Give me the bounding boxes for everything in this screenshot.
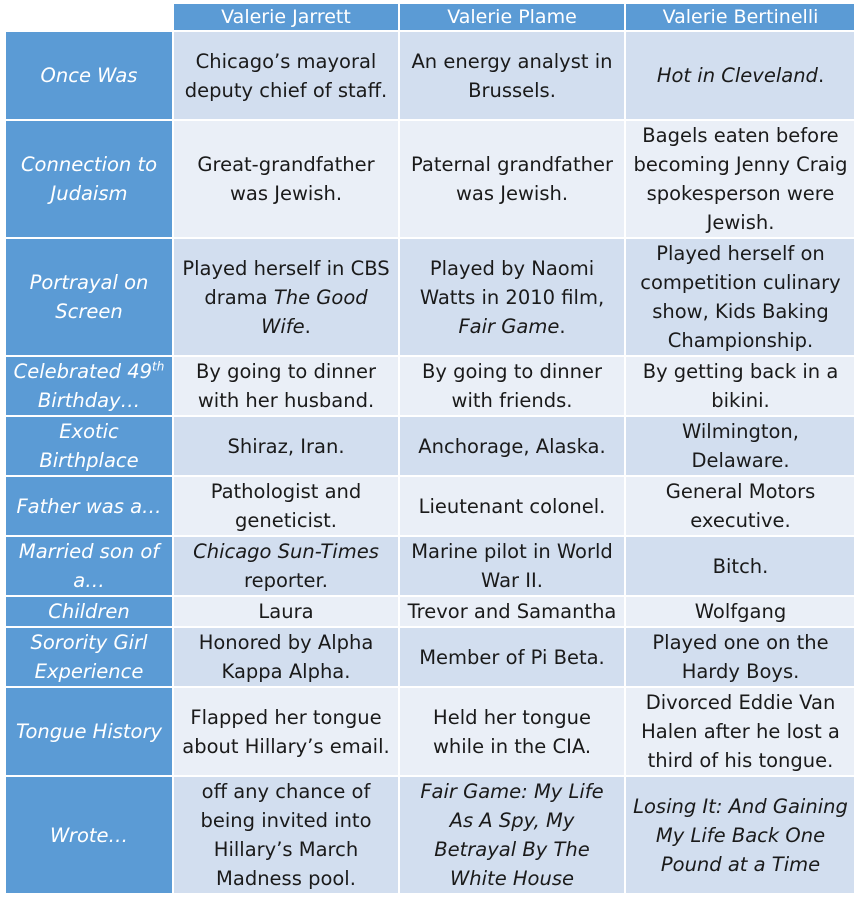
row-label: Father was a… <box>6 477 172 535</box>
table-cell: Pathologist and geneticist. <box>174 477 398 535</box>
row-label: Tongue History <box>6 688 172 775</box>
table-cell: Losing It: And Gaining My Life Back One Pound at a Time <box>626 777 854 893</box>
table-row <box>6 597 854 626</box>
row-label: Once Was <box>6 32 172 119</box>
table-cell: By going to dinner with friends. <box>400 357 624 415</box>
table-cell: Laura <box>174 597 398 626</box>
row-label: Sorority Girl Experience <box>6 628 172 686</box>
table-cell: Shiraz, Iran. <box>174 417 398 475</box>
table-cell: Hot in Cleveland. <box>626 32 854 119</box>
table-cell: Bitch. <box>626 537 854 595</box>
column-header-jarrett: Valerie Jarrett <box>174 4 398 30</box>
table-row <box>6 537 854 595</box>
comparison-table <box>4 2 854 895</box>
table-cell: By going to dinner with her husband. <box>174 357 398 415</box>
row-label: Wrote… <box>6 777 172 893</box>
column-header-plame: Valerie Plame <box>400 4 624 30</box>
corner-cell <box>6 4 172 30</box>
table-row <box>6 32 854 119</box>
header-row <box>6 4 854 30</box>
table-cell: Trevor and Samantha <box>400 597 624 626</box>
table-row <box>6 777 854 893</box>
table-cell: off any chance of being invited into Hillary’s March Madness pool. <box>174 777 398 893</box>
column-header-bertinelli: Valerie Bertinelli <box>626 4 854 30</box>
table-cell: Lieutenant colonel. <box>400 477 624 535</box>
table-cell: Divorced Eddie Van Halen after he lost a third of his tongue. <box>626 688 854 775</box>
table-cell: Wolfgang <box>626 597 854 626</box>
table-row <box>6 357 854 415</box>
table-cell: Chicago’s mayoral deputy chief of staff. <box>174 32 398 119</box>
row-label: Celebrated 49th Birthday… <box>6 357 172 415</box>
table-cell: Held her tongue while in the CIA. <box>400 688 624 775</box>
row-label: Married son of a… <box>6 537 172 595</box>
table-cell: General Motors executive. <box>626 477 854 535</box>
table-row <box>6 477 854 535</box>
table-row <box>6 239 854 355</box>
table-row <box>6 688 854 775</box>
table-cell: Bagels eaten before becoming Jenny Craig spokesperson were Jewish. <box>626 121 854 237</box>
table-cell: Great-grandfather was Jewish. <box>174 121 398 237</box>
row-label: Exotic Birthplace <box>6 417 172 475</box>
table-cell: Played by Naomi Watts in 2010 film, Fair Game. <box>400 239 624 355</box>
table-cell: Chicago Sun-Times reporter. <box>174 537 398 595</box>
table-cell: Played herself on competition culinary show, Kids Baking Championship. <box>626 239 854 355</box>
table-cell: Fair Game: My Life As A Spy, My Betrayal By The White House <box>400 777 624 893</box>
table-row <box>6 417 854 475</box>
table-cell: Anchorage, Alaska. <box>400 417 624 475</box>
table-cell: Flapped her tongue about Hillary’s email. <box>174 688 398 775</box>
table-cell: Played herself in CBS drama The Good Wife. <box>174 239 398 355</box>
table-cell: Wilmington, Delaware. <box>626 417 854 475</box>
table-row <box>6 628 854 686</box>
table-row <box>6 121 854 237</box>
table-cell: Marine pilot in World War II. <box>400 537 624 595</box>
table-cell: Played one on the Hardy Boys. <box>626 628 854 686</box>
table-cell: Honored by Alpha Kappa Alpha. <box>174 628 398 686</box>
row-label: Connection to Judaism <box>6 121 172 237</box>
table-cell: By getting back in a bikini. <box>626 357 854 415</box>
row-label: Children <box>6 597 172 626</box>
table-cell: An energy analyst in Brussels. <box>400 32 624 119</box>
table-cell: Member of Pi Beta. <box>400 628 624 686</box>
row-label: Portrayal on Screen <box>6 239 172 355</box>
table-cell: Paternal grandfather was Jewish. <box>400 121 624 237</box>
